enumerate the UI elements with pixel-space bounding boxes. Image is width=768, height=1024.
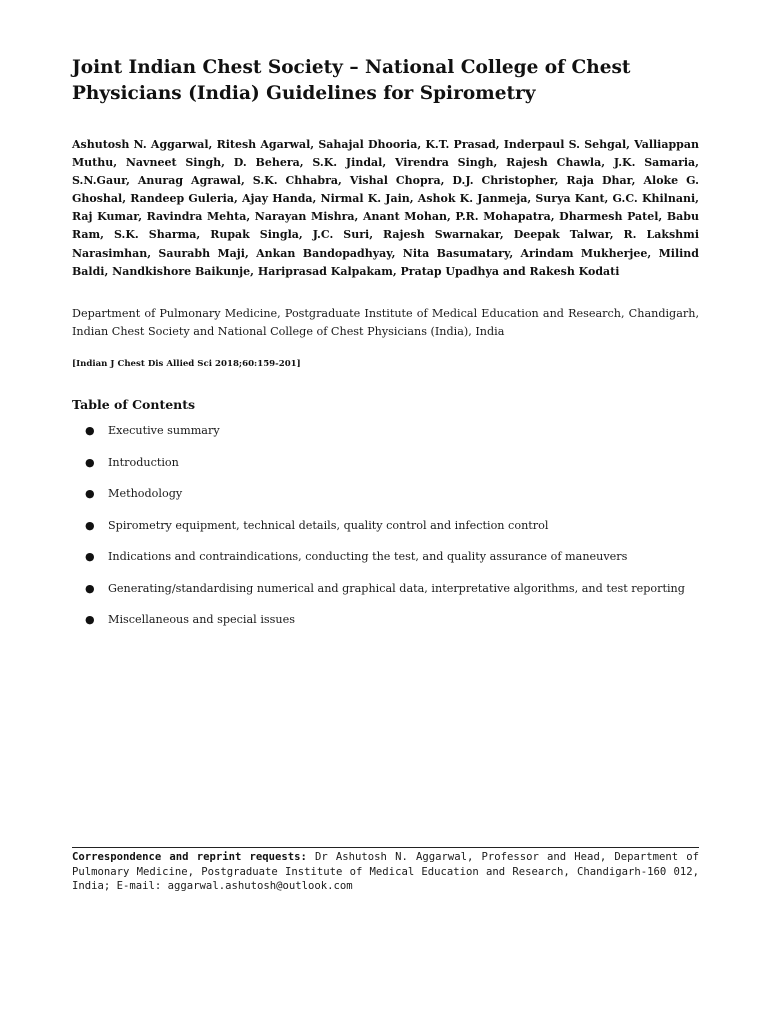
footnote-divider <box>72 847 699 848</box>
correspondence-note <box>72 850 699 894</box>
paper-title: Joint Indian Chest Society – National College of Chest Physicians (India) Guidelines for Spirometry <box>72 57 631 104</box>
journal-citation: [Indian J Chest Dis Allied Sci 2018;60:159-201] <box>72 359 301 369</box>
toc-item-label: Spirometry equipment, technical details, quality control and infection control <box>108 518 549 532</box>
document-page <box>72 0 699 1024</box>
table-of-contents <box>72 423 699 644</box>
toc-item <box>72 518 699 533</box>
toc-item <box>72 423 699 438</box>
toc-heading: Table of Contents <box>72 397 196 412</box>
correspondence-text: Dr Ashutosh N. Aggarwal, Professor and Head, Department of Pulmonary Medicine, Postgraduate Institute of Medical Education and Research, Chandigarh-160 012, India; E-mail: aggarwal.ashutosh@outlook.com <box>72 851 699 892</box>
toc-item <box>72 549 699 564</box>
author-list: Ashutosh N. Aggarwal, Ritesh Agarwal, Sahajal Dhooria, K.T. Prasad, Inderpaul S. Sehgal, Valliappan Muthu, Navneet Singh, D. Behera, S.K. Jindal, Virendra Singh, Rajesh Chawla, J.K. Samaria, S.N.Gaur, Anurag Agrawal, S.K. Chhabra, Vishal Chopra, D.J. Christopher, Raja Dhar, Aloke G. Ghoshal, Randeep Guleria, Ajay Handa, Nirmal K. Jain, Ashok K. Janmeja, Surya Kant, G.C. Khilnani, Raj Kumar, Ravindra Mehta, Narayan Mishra, Anant Mohan, P.R. Mohapatra, Dharmesh Patel, Babu Ram, S.K. Sharma, Rupak Singla, J.C. Suri, Rajesh Swarnakar, Deepak Talwar, R. Lakshmi Narasimhan, Saurabh Maji, Ankan Bandopadhyay, Nita Basumatary, Arindam Mukherjee, Milind Baldi, Nandkishore Baikunje, Hariprasad Kalpakam, Pratap Upadhya and Rakesh Kodati <box>72 138 699 278</box>
toc-item-label: Miscellaneous and special issues <box>108 613 295 626</box>
toc-item <box>72 455 699 470</box>
bullet-icon: ● <box>85 455 95 469</box>
toc-item-label: Executive summary <box>108 424 220 437</box>
bullet-icon: ● <box>85 550 95 563</box>
toc-item <box>72 612 699 627</box>
toc-item <box>72 581 699 596</box>
toc-item-label: Generating/standardising numerical and graphical data, interpretative algorithms, and test reporting <box>108 581 685 595</box>
toc-item-label: Introduction <box>108 455 179 469</box>
toc-item <box>72 486 699 501</box>
bullet-icon: ● <box>85 487 95 500</box>
toc-item-label: Methodology <box>108 487 183 500</box>
bullet-icon: ● <box>85 424 95 437</box>
bullet-icon: ● <box>85 613 95 626</box>
bullet-icon: ● <box>85 518 95 532</box>
toc-item-label: Indications and contraindications, conducting the test, and quality assurance of maneuvers <box>108 550 628 563</box>
bullet-icon: ● <box>85 581 95 595</box>
affiliation: Department of Pulmonary Medicine, Postgraduate Institute of Medical Education and Research, Chandigarh, Indian Chest Society and National College of Chest Physicians (India), India <box>72 307 699 338</box>
correspondence-label: Correspondence and reprint requests: <box>72 851 307 863</box>
